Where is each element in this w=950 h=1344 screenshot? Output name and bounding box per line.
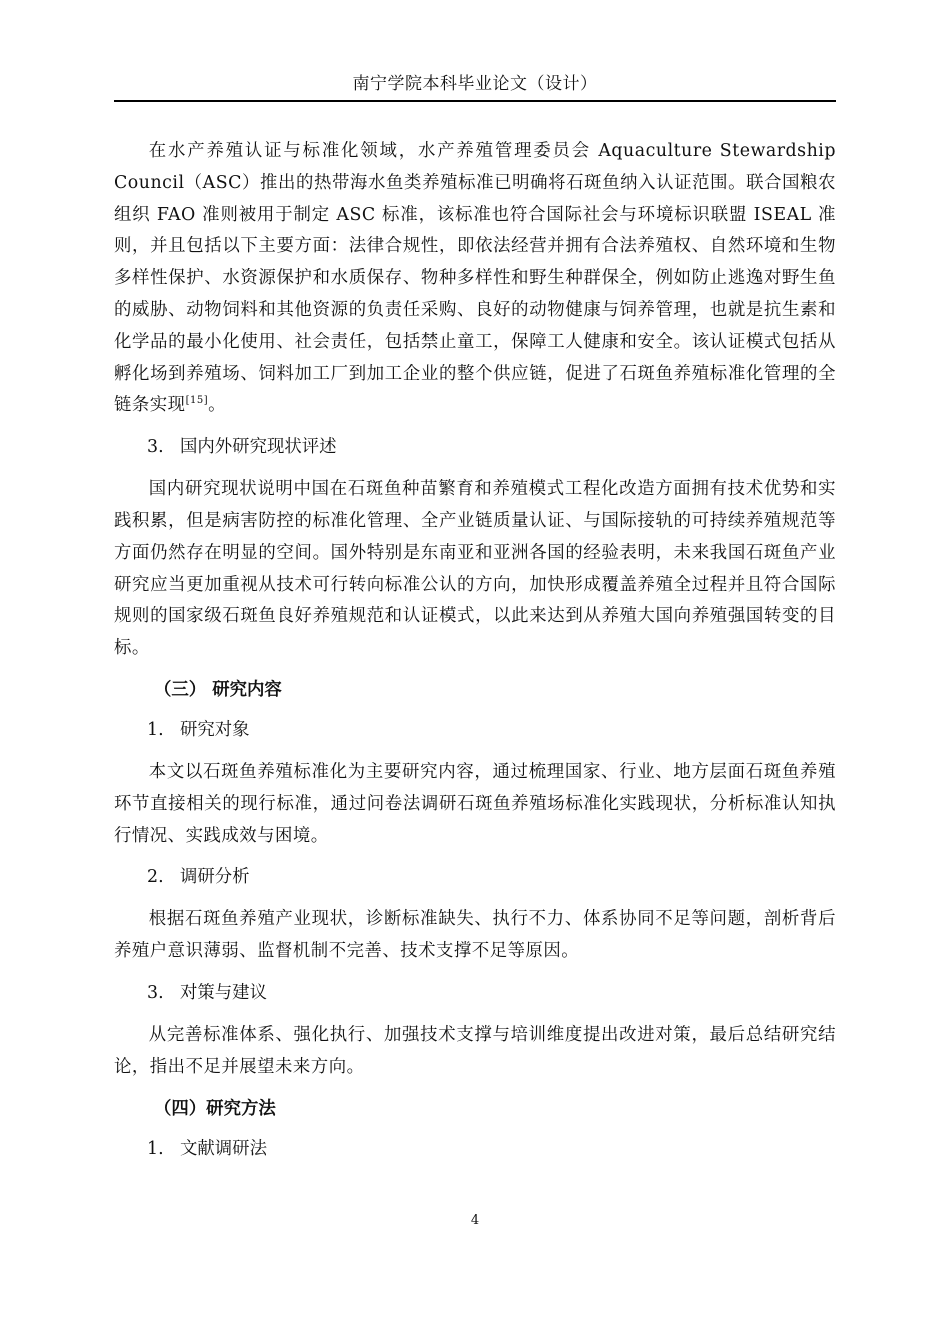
paragraph-end: 。 [208,395,227,416]
subheading-countermeasures [114,980,836,1006]
document-body [114,136,836,1176]
subheading-number: 3. [147,982,164,1003]
subheading-research-review [114,434,836,460]
paragraph-survey-analysis: 根据石斑鱼养殖产业现状，诊断标准缺失、执行不力、体系协同不足等问题，剖析背后养殖户意识薄弱、监督机制不完善、技术支撑不足等原因。 [114,909,836,962]
subheading-text: 对策与建议 [180,982,267,1003]
subheading-number: 2. [147,867,164,888]
subheading-literature-method [114,1136,836,1162]
subheading-number: 3. [147,437,164,458]
subheading-research-object [114,717,836,743]
subheading-text: 调研分析 [180,867,250,888]
paragraph-text: 在水产养殖认证与标准化领域，水产养殖管理委员会 Aquaculture Stewardship Council（ASC）推出的热带海水鱼类养殖标准已明确将石斑鱼纳入认证范围。联合国粮农组织 FAO 准则被用于制定 ASC 标准，该标准也符合国际社会与环境标识联盟 ISEAL 准则，并且包括以下主要方面：法律合规性，即依法经营并拥有合法养殖权、自然环境和生物多样性保护、水资源保护和水质保存、物种多样性和野生种群保全，例如防止逃逸对野生鱼的威胁、动物饲料和其他资源的负责任采购、良好的动物健康与饲养管理，也就是抗生素和化学品的最小化使用、社会责任，包括禁止童工，保障工人健康和安全。该认证模式包括从孵化场到养殖场、饲料加工厂到加工企业的整个供应链，促进了石斑鱼养殖标准化管理的全链条实现 [114,141,836,416]
section-heading-research-content: （三） 研究内容 [154,679,282,700]
subheading-number: 1. [147,1138,164,1159]
citation: [15] [185,395,209,407]
subheading-text: 研究对象 [180,719,250,740]
subheading-text: 文献调研法 [180,1138,267,1159]
header-divider [114,100,836,102]
subheading-survey-analysis [114,864,836,890]
section-heading-research-methods: （四）研究方法 [154,1098,276,1119]
page-number: 4 [470,1213,480,1228]
subheading-number: 1. [147,719,164,740]
paragraph-countermeasures: 从完善标准体系、强化执行、加强技术支撑与培训维度提出改进对策，最后总结研究结论，指出不足并展望未来方向。 [114,1024,836,1077]
page-header: 南宁学院本科毕业论文（设计） [352,74,598,94]
paragraph-research-object: 本文以石斑鱼养殖标准化为主要研究内容，通过梳理国家、行业、地方层面石斑鱼养殖环节直接相关的现行标准，通过问卷法调研石斑鱼养殖场标准化实践现状，分析标准认知执行情况、实践成效与困境。 [114,761,836,846]
paragraph-asc-certification [114,136,836,422]
paragraph-research-review: 国内研究现状说明中国在石斑鱼种苗繁育和养殖模式工程化改造方面拥有技术优势和实践积累，但是病害防控的标准化管理、全产业链质量认证、与国际接轨的可持续养殖规范等方面仍然存在明显的空间。国外特别是东南亚和亚洲各国的经验表明，未来我国石斑鱼产业研究应当更加重视从技术可行转向标准公认的方向，加快形成覆盖养殖全过程并且符合国际规则的国家级石斑鱼良好养殖规范和认证模式，以此来达到从养殖大国向养殖强国转变的目标。 [114,479,836,659]
subheading-text: 国内外研究现状评述 [180,437,337,458]
